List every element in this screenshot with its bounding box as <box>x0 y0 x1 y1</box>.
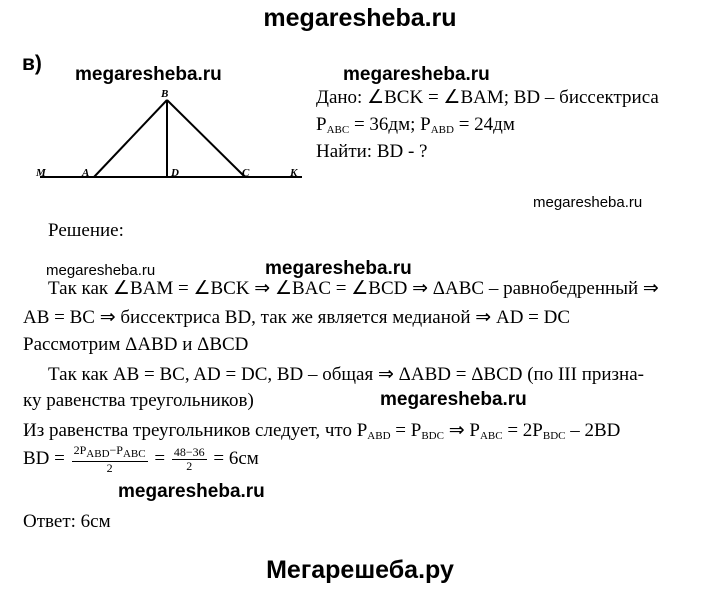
label-m: M <box>36 167 46 179</box>
solution-formula: BD = $\frac{2P_{ABD}-P_{ABC}}{2}$ = $\frac{48-36}{2}$ = 6см <box>23 443 259 475</box>
label-k: K <box>290 167 298 179</box>
watermark-right: megaresheba.ru <box>533 194 643 211</box>
watermark-given: megaresheba.ru <box>343 64 490 85</box>
side-ab <box>94 100 167 177</box>
given-line: Дано: ∠BCK = ∠BAM; BD – биссектриса <box>316 87 659 108</box>
find-line: Найти: BD - ? <box>316 141 428 162</box>
solution-line-6: Из равенства треугольников следует, что $P_{ABD} = P_{BDC}$ ⇒ $P_{ABC} = 2P_{BDC} - 2BD$ <box>23 420 621 442</box>
solution-line-2: AB = BC ⇒ биссектриса BD, так же является медианой ⇒ AD = DC <box>23 307 571 328</box>
label-b: B <box>161 88 169 100</box>
side-bc <box>167 100 245 177</box>
solution-line-5: ку равенства треугольников) <box>23 390 254 411</box>
watermark-small-left: megaresheba.ru <box>46 262 156 279</box>
watermark-solution: megaresheba.ru <box>265 258 412 279</box>
watermark-middle: megaresheba.ru <box>380 389 527 410</box>
fraction-numbers: $\frac{48-36}{2}$ <box>173 445 205 473</box>
label-c: C <box>242 167 250 179</box>
part-label: в) <box>22 52 42 75</box>
watermark-lower: megaresheba.ru <box>118 481 265 502</box>
watermark-top: megaresheba.ru <box>263 4 457 32</box>
fraction-perimeters: $\frac{2P_{ABD}-P_{ABC}}{2}$ <box>73 443 146 475</box>
solution-heading: Решение: <box>48 220 124 241</box>
answer: Ответ: 6см <box>23 511 111 532</box>
solution-line-4: Так как AB = BC, AD = DC, BD – общая ⇒ ΔABD = ΔBCD (по III призна- <box>48 364 644 385</box>
given-perimeters: $P_{ABC} = 36дм$; $P_{ABD} = 24дм$ <box>316 114 515 136</box>
label-d: D <box>171 167 179 179</box>
solution-line-1: Так как ∠BAM = ∠BCK ⇒ ∠BAC = ∠BCD ⇒ ΔABC – равнобедренный ⇒ <box>48 278 659 299</box>
label-a: A <box>82 167 90 179</box>
watermark-bottom: Мегарешеба.ру <box>266 556 454 584</box>
solution-line-3: Рассмотрим ΔABD и ΔBCD <box>23 334 249 355</box>
triangle-figure <box>30 80 310 185</box>
watermark-figure: megaresheba.ru <box>75 64 222 85</box>
